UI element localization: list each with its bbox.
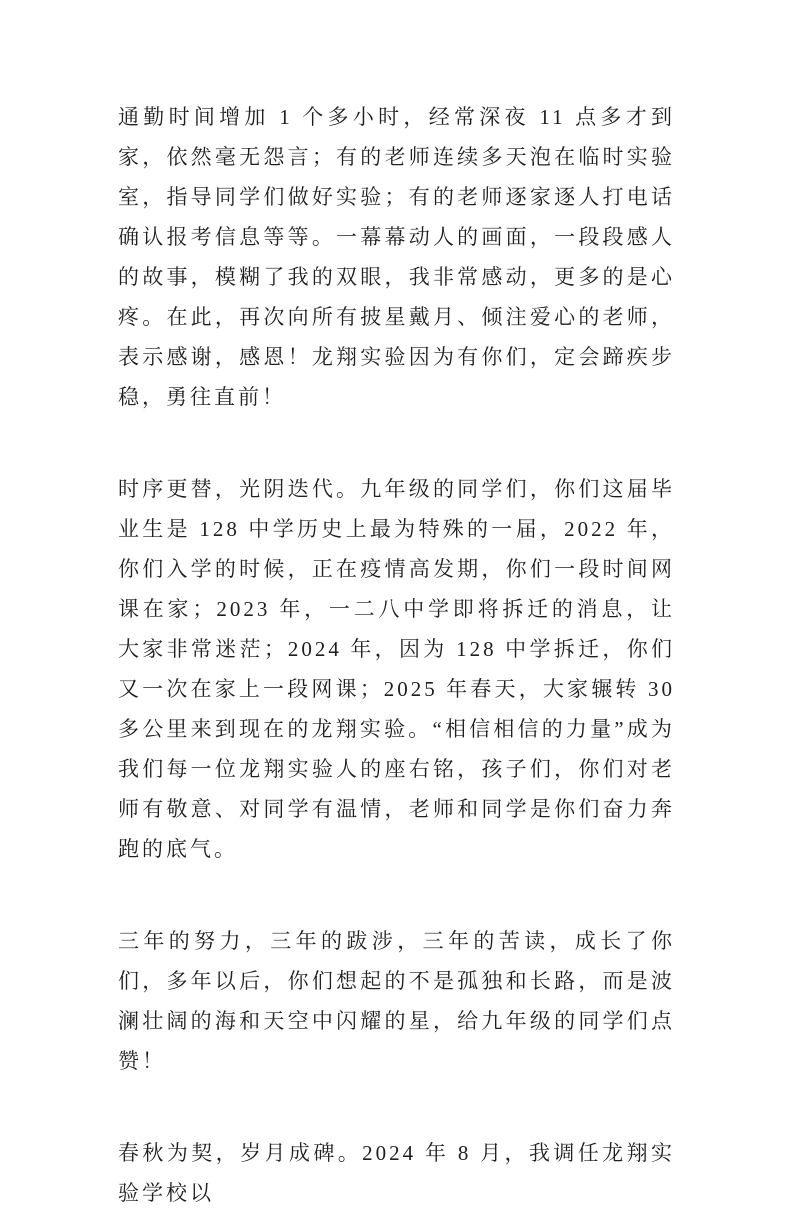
paragraph-grade9-history: 时序更替，光阴迭代。九年级的同学们，你们这届毕业生是 128 中学历史上最为特殊的一届，2022 年，你们入学的时候，正在疫情高发期，你们一段时间网课在家；2023 年，一二八中学即将拆迁的消息，让大家非常迷茫；2024 年，因为 128 中学拆迁，你们又一次在家上一段网课；2025 年春天，大家辗转 30 多公里来到现在的龙翔实验。“相信相信的力量”成为我们每一位龙翔实验人的座右铭，孩子们，你们对老师有敬意、对同学有温情，老师和同学是你们奋力奔跑的底气。 [118, 477, 675, 861]
paragraph-2024-transfer: 春秋为契，岁月成碑。2024 年 8 月，我调任龙翔实验学校以 [118, 1141, 675, 1205]
paragraph-teachers-dedication: 通勤时间增加 1 个多小时，经常深夜 11 点多才到家，依然毫无怨言；有的老师连续多天泡在临时实验室，指导同学们做好实验；有的老师逐家逐人打电话确认报考信息等等。一幕幕动人的画面，一段段感人的故事，模糊了我的双眼，我非常感动，更多的是心疼。在此，再次向所有披星戴月、倾注爱心的老师，表示感谢，感恩！龙翔实验因为有你们，定会蹄疾步稳，勇往直前！ [118, 105, 675, 409]
paragraph-three-years: 三年的努力，三年的跋涉，三年的苦读，成长了你们，多年以后，你们想起的不是孤独和长路，而是波澜壮阔的海和天空中闪耀的星，给九年级的同学们点赞！ [118, 929, 675, 1073]
